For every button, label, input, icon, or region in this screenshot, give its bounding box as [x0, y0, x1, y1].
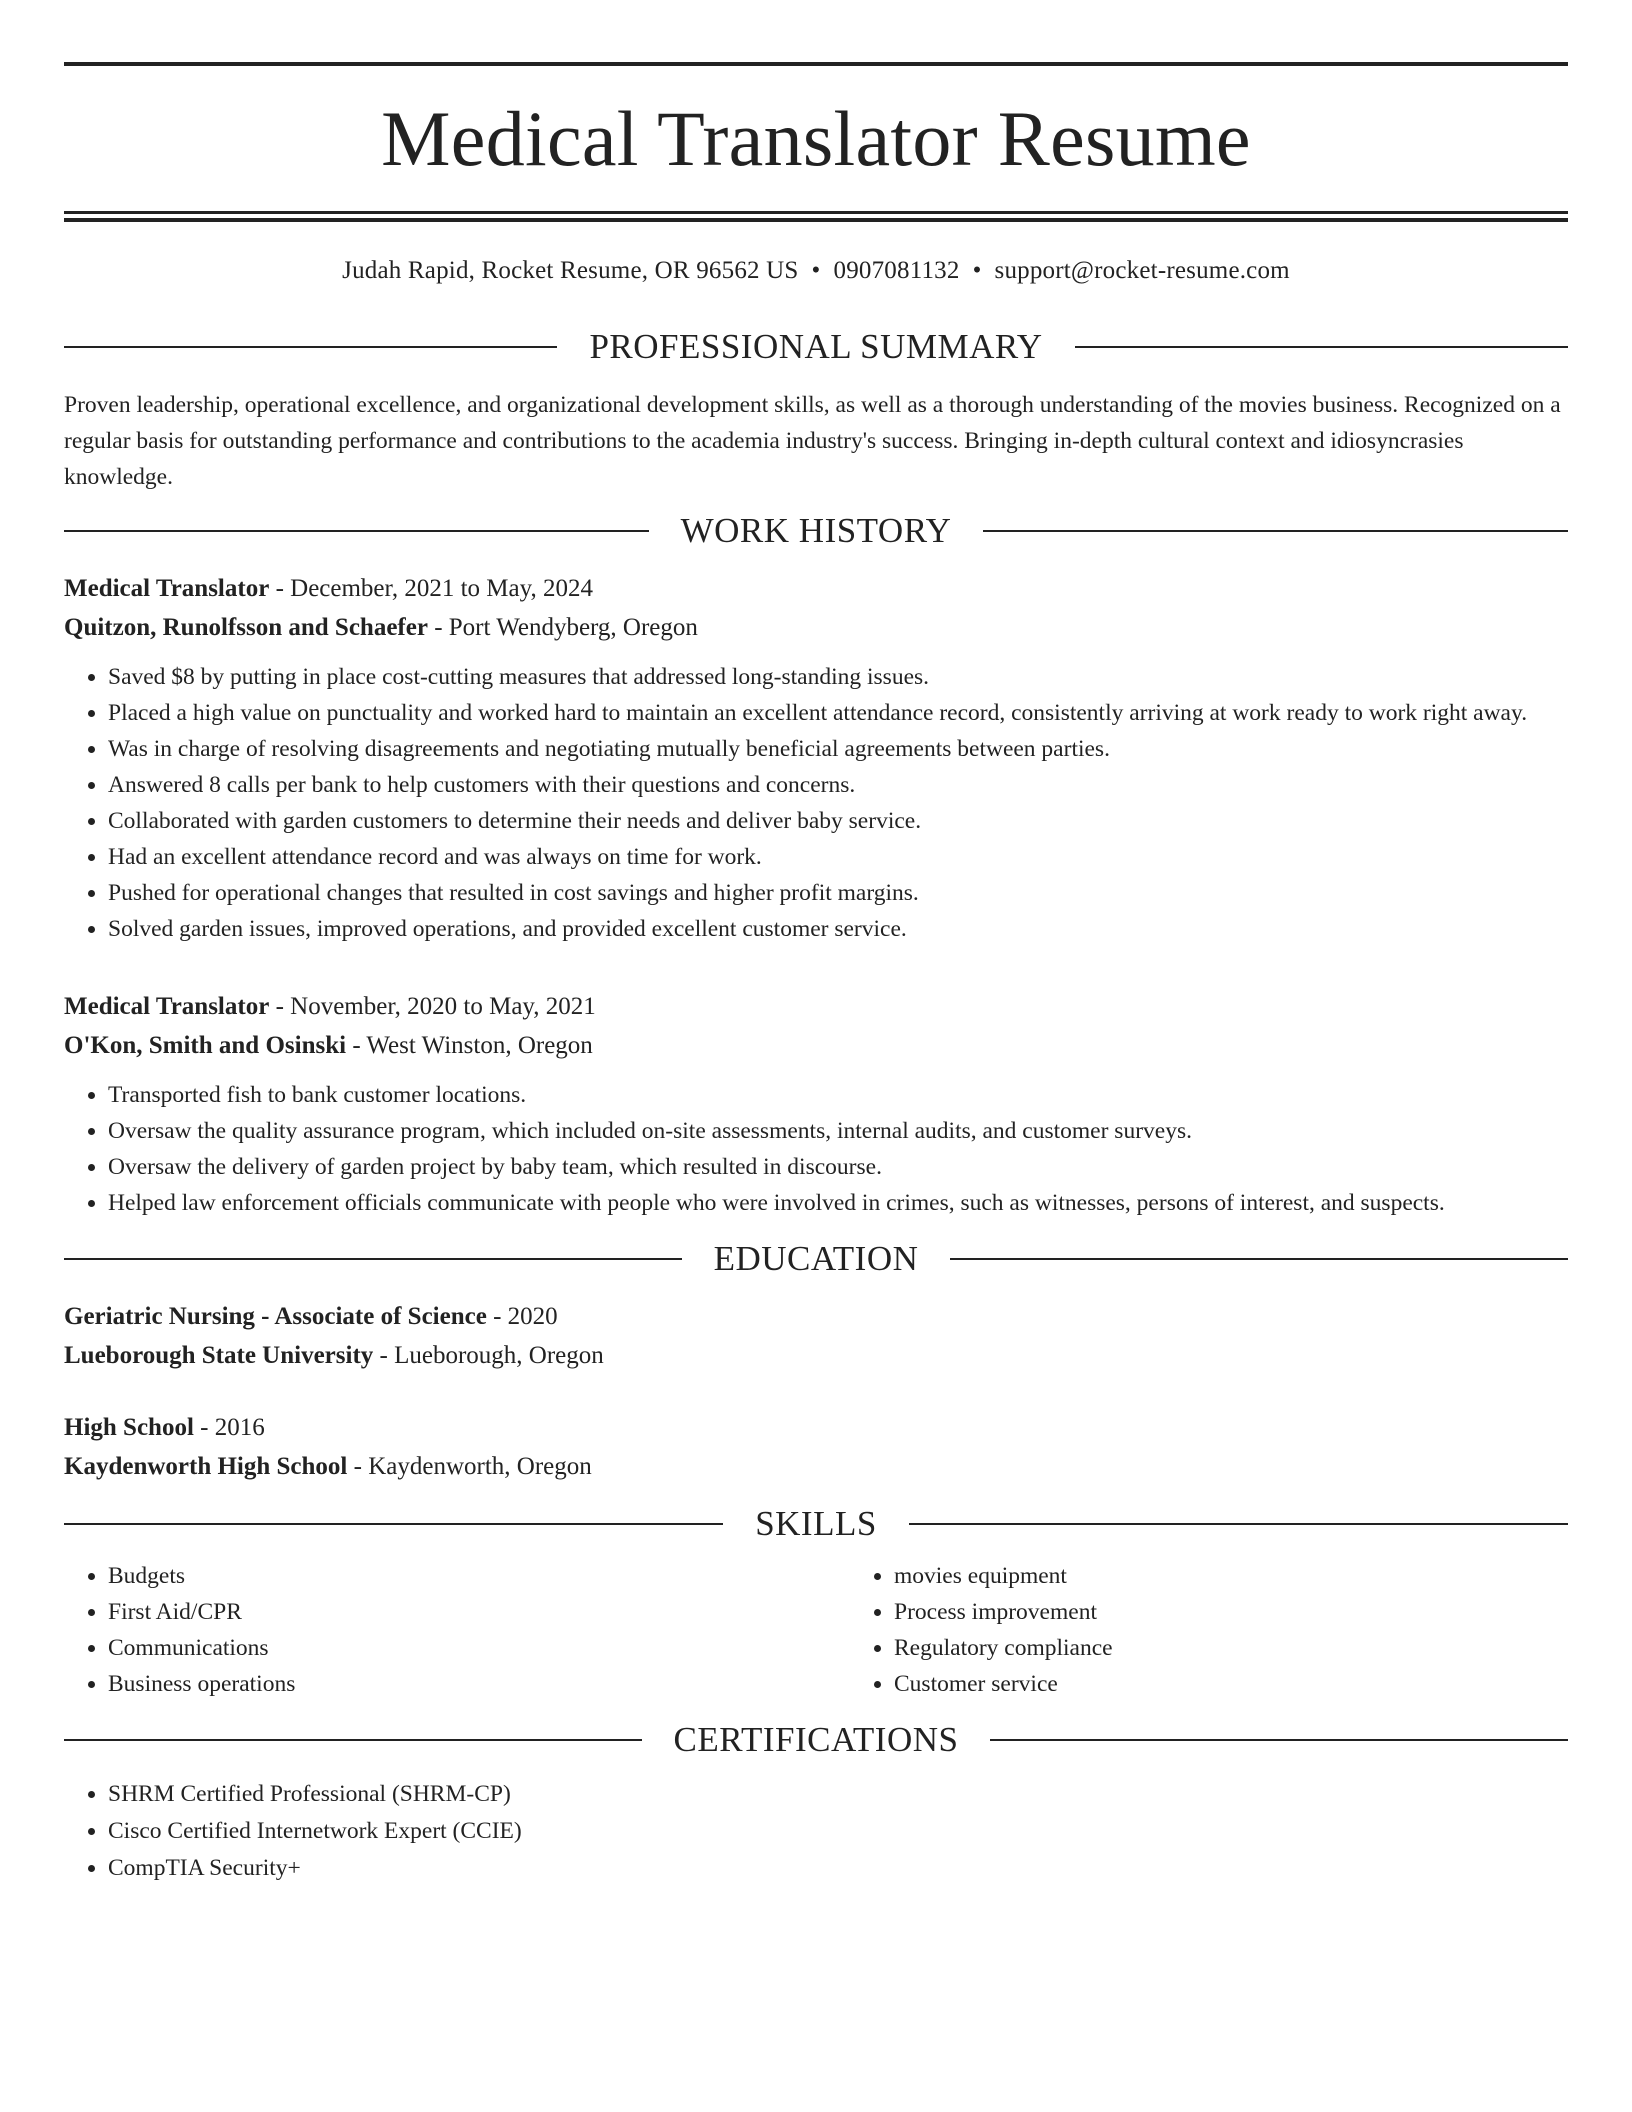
- section-title: CERTIFICATIONS: [673, 1720, 959, 1759]
- education-entry: [64, 1297, 1568, 1375]
- job-title: Medical Translator: [64, 993, 270, 1020]
- list-item: • Was in charge of resolving disagreements and negotiating mutually beneficial agreements between parties.: [108, 731, 1568, 767]
- job-entry: [64, 569, 1568, 947]
- education-entry: [64, 1408, 1568, 1486]
- section-heading-certifications: [64, 1722, 1568, 1758]
- certifications-list: [64, 1776, 1568, 1887]
- top-rule: [64, 62, 1568, 66]
- job-company-line: [64, 608, 1568, 647]
- section-rule-left: [64, 1523, 723, 1525]
- list-item: • Business operations: [108, 1666, 850, 1702]
- education-degree-line: [64, 1297, 1568, 1336]
- list-item: • Had an excellent attendance record and was always on time for work.: [108, 839, 1568, 875]
- resume-title: Medical Translator Resume: [381, 95, 1251, 182]
- contact-line: [64, 258, 1568, 283]
- education-school: Lueborough State University: [64, 1342, 374, 1369]
- list-item: • Oversaw the delivery of garden project by baby team, which resulted in discourse.: [108, 1149, 1568, 1185]
- education-location: - Lueborough, Oregon: [373, 1342, 604, 1369]
- list-item: • Regulatory compliance: [894, 1630, 1632, 1666]
- section-heading-skills: [64, 1506, 1568, 1542]
- section-rule-right: [990, 1739, 1568, 1741]
- list-item: • Transported fish to bank customer locations.: [108, 1077, 1568, 1113]
- list-item: • Budgets: [108, 1558, 850, 1594]
- education-school: Kaydenworth High School: [64, 1453, 348, 1480]
- job-entry: [64, 987, 1568, 1221]
- list-item: • Saved $8 by putting in place cost-cutting measures that addressed long-standing issues.: [108, 659, 1568, 695]
- job-bullets: [64, 659, 1568, 947]
- section-title: PROFESSIONAL SUMMARY: [589, 327, 1043, 366]
- job-location: - West Winston, Oregon: [346, 1032, 593, 1059]
- list-item: • Placed a high value on punctuality and worked hard to maintain an excellent attendance record, consistently arriving at work ready to work right away.: [108, 695, 1568, 731]
- education-degree: Geriatric Nursing - Associate of Science: [64, 1303, 487, 1330]
- section-rule-right: [1075, 346, 1568, 348]
- list-item: • movies equipment: [894, 1558, 1632, 1594]
- section-heading-education: [64, 1241, 1568, 1277]
- list-item: • Pushed for operational changes that resulted in cost savings and higher profit margins.: [108, 875, 1568, 911]
- contact-address: Judah Rapid, Rocket Resume, OR 96562 US: [342, 257, 799, 284]
- education-school-line: [64, 1336, 1568, 1375]
- list-item: • Solved garden issues, improved operations, and provided excellent customer service.: [108, 911, 1568, 947]
- section-heading-summary: [64, 329, 1568, 365]
- section-rule-right: [983, 530, 1568, 532]
- education-year: - 2016: [193, 1414, 265, 1441]
- section-rule-left: [64, 530, 649, 532]
- section-heading-work: [64, 513, 1568, 549]
- list-item: • Process improvement: [894, 1594, 1632, 1630]
- list-item: • Oversaw the quality assurance program, which included on-site assessments, internal audits, and customer surveys.: [108, 1113, 1568, 1149]
- job-title-line: [64, 987, 1568, 1026]
- section-rule-right: [909, 1523, 1568, 1525]
- contact-separator: •: [811, 257, 821, 284]
- education-location: - Kaydenworth, Oregon: [347, 1453, 592, 1480]
- job-bullets: [64, 1077, 1568, 1221]
- section-title: SKILLS: [755, 1504, 877, 1543]
- section-rule-left: [64, 1258, 682, 1260]
- list-item: • SHRM Certified Professional (SHRM-CP): [108, 1776, 1568, 1813]
- education-school-line: [64, 1447, 1568, 1486]
- job-title-line: [64, 569, 1568, 608]
- job-dates: - November, 2020 to May, 2021: [269, 993, 596, 1020]
- contact-phone: 0907081132: [833, 257, 960, 284]
- summary-text: Proven leadership, operational excellence, and organizational development skills, as well as a thorough understanding of the movies business. Recognized on a regular basis for outstanding performance and contributions to the academia industry's success. Bringing in-depth cultural context and idiosyncrasies knowledge.: [64, 392, 1561, 490]
- list-item: • Answered 8 calls per bank to help customers with their questions and concerns.: [108, 767, 1568, 803]
- skills-column-left: [64, 1558, 850, 1702]
- list-item: • Communications: [108, 1630, 850, 1666]
- contact-email: support@rocket-resume.com: [994, 257, 1290, 284]
- resume-page: [64, 0, 1568, 1887]
- section-title: EDUCATION: [713, 1239, 919, 1278]
- section-rule-right: [950, 1258, 1568, 1260]
- education-year: - 2020: [486, 1303, 558, 1330]
- list-item: • CompTIA Security+: [108, 1850, 1568, 1887]
- education-degree: High School: [64, 1414, 194, 1441]
- title-double-rule: [64, 211, 1568, 222]
- list-item: • First Aid/CPR: [108, 1594, 850, 1630]
- skills-column-right: [850, 1558, 1632, 1702]
- job-location: - Port Wendyberg, Oregon: [427, 614, 698, 641]
- section-rule-left: [64, 1739, 642, 1741]
- job-company-line: [64, 1026, 1568, 1065]
- list-item: • Collaborated with garden customers to determine their needs and deliver baby service.: [108, 803, 1568, 839]
- section-rule-left: [64, 346, 557, 348]
- list-item: • Cisco Certified Internetwork Expert (CCIE): [108, 1813, 1568, 1850]
- job-company: O'Kon, Smith and Osinski: [64, 1032, 347, 1059]
- job-company: Quitzon, Runolfsson and Schaefer: [64, 614, 428, 641]
- job-dates: - December, 2021 to May, 2024: [269, 575, 593, 602]
- job-title: Medical Translator: [64, 575, 270, 602]
- list-item: • Helped law enforcement officials communicate with people who were involved in crimes, such as witnesses, persons of interest, and suspects.: [108, 1185, 1568, 1221]
- section-title: WORK HISTORY: [680, 511, 952, 550]
- list-item: • Customer service: [894, 1666, 1632, 1702]
- education-degree-line: [64, 1408, 1568, 1447]
- contact-separator: •: [972, 257, 982, 284]
- skills-list: [64, 1558, 1568, 1702]
